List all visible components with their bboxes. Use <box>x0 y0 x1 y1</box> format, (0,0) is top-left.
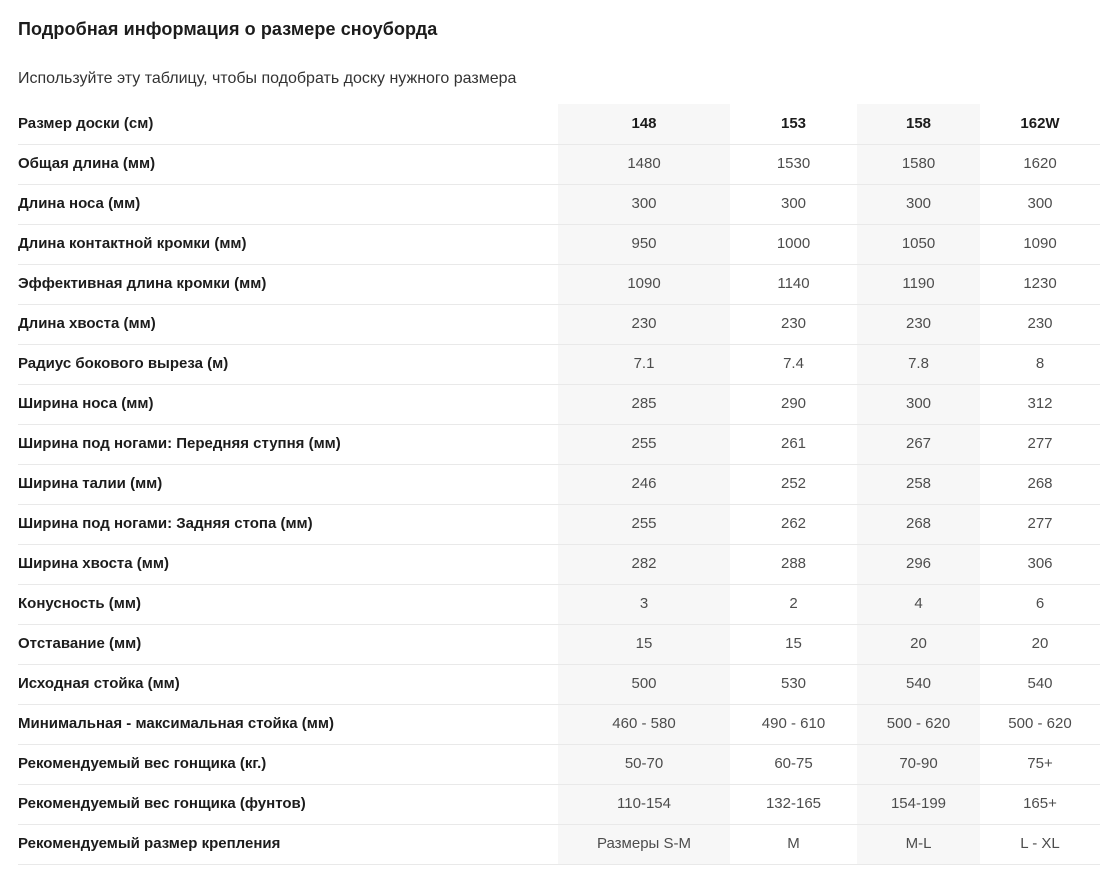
row-label: Длина носа (мм) <box>18 184 558 224</box>
size-chart-table <box>18 104 1100 865</box>
row-label: Ширина носа (мм) <box>18 384 558 424</box>
cell-value: 312 <box>980 384 1100 424</box>
row-label: Ширина под ногами: Передняя ступня (мм) <box>18 424 558 464</box>
cell-value: 282 <box>558 544 730 584</box>
row-label: Ширина под ногами: Задняя стопа (мм) <box>18 504 558 544</box>
table-row <box>18 184 1100 224</box>
cell-value: 20 <box>857 624 980 664</box>
cell-value: 306 <box>980 544 1100 584</box>
cell-value: 230 <box>980 304 1100 344</box>
table-row <box>18 304 1100 344</box>
cell-value: 50-70 <box>558 744 730 784</box>
table-row <box>18 144 1100 184</box>
cell-value: 255 <box>558 504 730 544</box>
table-row <box>18 664 1100 704</box>
table-row <box>18 584 1100 624</box>
cell-value: 1140 <box>730 264 857 304</box>
table-row <box>18 224 1100 264</box>
page-title: Подробная информация о размере сноуборда <box>18 19 438 39</box>
cell-value: 1090 <box>558 264 730 304</box>
cell-value: 500 <box>558 664 730 704</box>
table-row <box>18 784 1100 824</box>
cell-value: 1580 <box>857 144 980 184</box>
cell-value: 20 <box>980 624 1100 664</box>
row-label: Общая длина (мм) <box>18 144 558 184</box>
row-label: Ширина талии (мм) <box>18 464 558 504</box>
table-row <box>18 264 1100 304</box>
cell-value: 70-90 <box>857 744 980 784</box>
cell-value: 246 <box>558 464 730 504</box>
row-label: Эффективная длина кромки (мм) <box>18 264 558 304</box>
cell-value: 300 <box>558 184 730 224</box>
cell-value: 110-154 <box>558 784 730 824</box>
row-label: Ширина хвоста (мм) <box>18 544 558 584</box>
row-label: Минимальная - максимальная стойка (мм) <box>18 704 558 744</box>
table-row <box>18 344 1100 384</box>
table-row <box>18 424 1100 464</box>
row-label: Отставание (мм) <box>18 624 558 664</box>
header-size-column: 162W <box>980 104 1100 144</box>
cell-value: 1090 <box>980 224 1100 264</box>
cell-value: 261 <box>730 424 857 464</box>
table-row <box>18 544 1100 584</box>
page-subtitle: Используйте эту таблицу, чтобы подобрать доску нужного размера <box>18 70 517 87</box>
cell-value: 296 <box>857 544 980 584</box>
cell-value: 2 <box>730 584 857 624</box>
cell-value: M <box>730 824 857 864</box>
cell-value: 268 <box>980 464 1100 504</box>
table-row <box>18 464 1100 504</box>
cell-value: 277 <box>980 424 1100 464</box>
cell-value: 15 <box>730 624 857 664</box>
cell-value: 300 <box>730 184 857 224</box>
cell-value: 540 <box>857 664 980 704</box>
cell-value: 288 <box>730 544 857 584</box>
header-size-column: 153 <box>730 104 857 144</box>
table-row <box>18 624 1100 664</box>
cell-value: 300 <box>857 184 980 224</box>
cell-value: 6 <box>980 584 1100 624</box>
row-label: Длина контактной кромки (мм) <box>18 224 558 264</box>
row-label: Рекомендуемый вес гонщика (кг.) <box>18 744 558 784</box>
cell-value: M-L <box>857 824 980 864</box>
cell-value: 500 - 620 <box>980 704 1100 744</box>
cell-value: 132-165 <box>730 784 857 824</box>
row-label: Исходная стойка (мм) <box>18 664 558 704</box>
cell-value: 165+ <box>980 784 1100 824</box>
cell-value: 230 <box>857 304 980 344</box>
table-header-row <box>18 104 1100 144</box>
table-row <box>18 504 1100 544</box>
header-label: Размер доски (см) <box>18 104 558 144</box>
cell-value: 7.8 <box>857 344 980 384</box>
cell-value: 950 <box>558 224 730 264</box>
cell-value: 267 <box>857 424 980 464</box>
cell-value: Размеры S-M <box>558 824 730 864</box>
cell-value: 285 <box>558 384 730 424</box>
cell-value: 8 <box>980 344 1100 384</box>
cell-value: 1000 <box>730 224 857 264</box>
row-label: Рекомендуемый вес гонщика (фунтов) <box>18 784 558 824</box>
cell-value: 7.4 <box>730 344 857 384</box>
cell-value: 490 - 610 <box>730 704 857 744</box>
cell-value: 60-75 <box>730 744 857 784</box>
cell-value: 530 <box>730 664 857 704</box>
header-size-column: 148 <box>558 104 730 144</box>
cell-value: 1620 <box>980 144 1100 184</box>
table-row <box>18 384 1100 424</box>
cell-value: 1480 <box>558 144 730 184</box>
row-label: Длина хвоста (мм) <box>18 304 558 344</box>
cell-value: 230 <box>730 304 857 344</box>
cell-value: 252 <box>730 464 857 504</box>
cell-value: L - XL <box>980 824 1100 864</box>
table-row <box>18 824 1100 864</box>
cell-value: 1050 <box>857 224 980 264</box>
row-label: Радиус бокового выреза (м) <box>18 344 558 384</box>
cell-value: 290 <box>730 384 857 424</box>
header-size-column: 158 <box>857 104 980 144</box>
cell-value: 500 - 620 <box>857 704 980 744</box>
row-label: Конусность (мм) <box>18 584 558 624</box>
cell-value: 262 <box>730 504 857 544</box>
table-row <box>18 744 1100 784</box>
cell-value: 277 <box>980 504 1100 544</box>
cell-value: 3 <box>558 584 730 624</box>
cell-value: 300 <box>980 184 1100 224</box>
cell-value: 460 - 580 <box>558 704 730 744</box>
cell-value: 1230 <box>980 264 1100 304</box>
cell-value: 1530 <box>730 144 857 184</box>
cell-value: 255 <box>558 424 730 464</box>
cell-value: 258 <box>857 464 980 504</box>
cell-value: 268 <box>857 504 980 544</box>
cell-value: 4 <box>857 584 980 624</box>
cell-value: 1190 <box>857 264 980 304</box>
table-row <box>18 704 1100 744</box>
cell-value: 75+ <box>980 744 1100 784</box>
cell-value: 300 <box>857 384 980 424</box>
row-label: Рекомендуемый размер крепления <box>18 824 558 864</box>
cell-value: 230 <box>558 304 730 344</box>
cell-value: 540 <box>980 664 1100 704</box>
cell-value: 7.1 <box>558 344 730 384</box>
cell-value: 154-199 <box>857 784 980 824</box>
cell-value: 15 <box>558 624 730 664</box>
